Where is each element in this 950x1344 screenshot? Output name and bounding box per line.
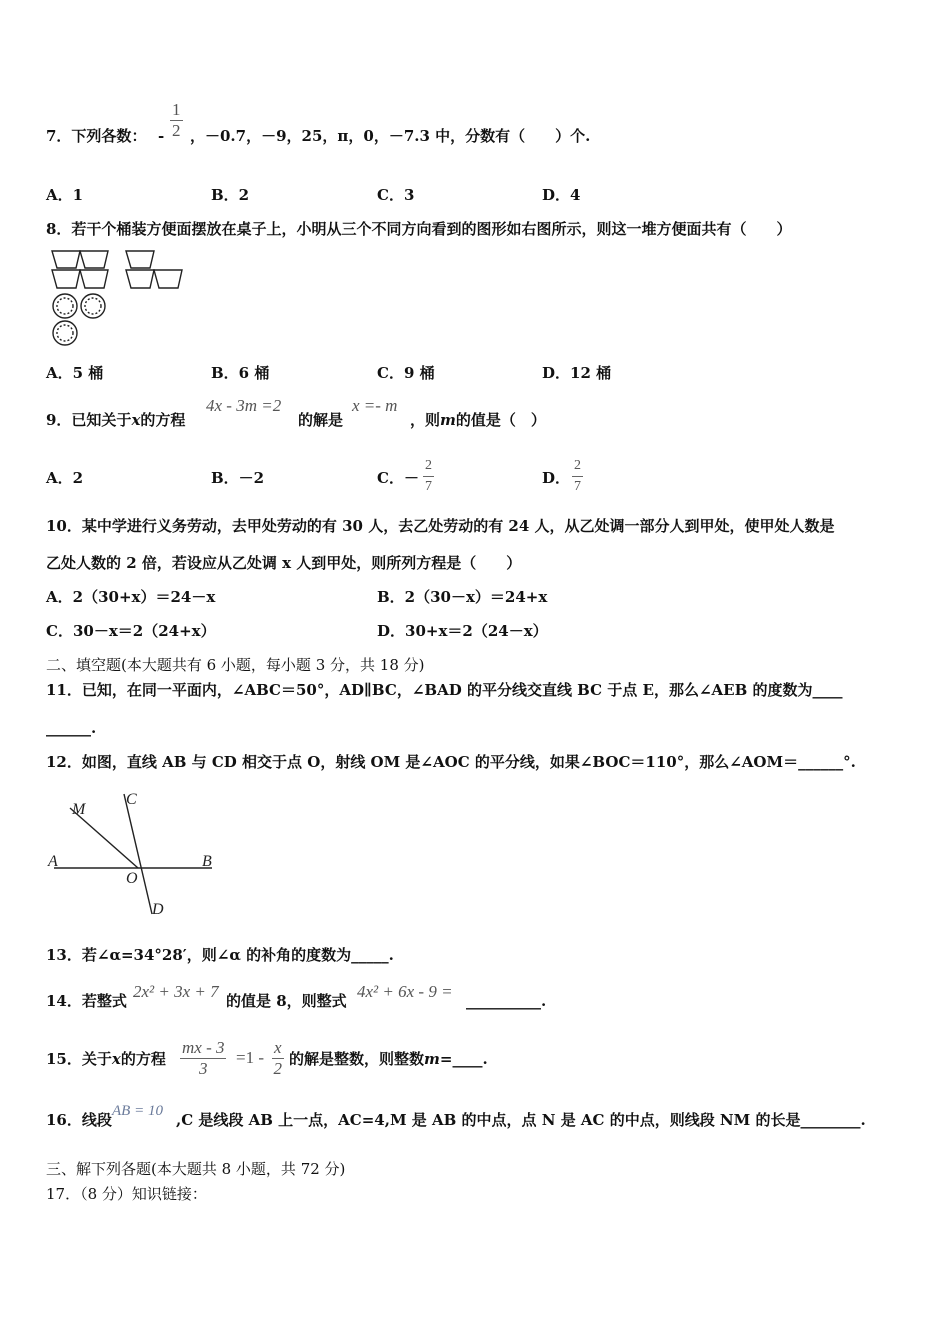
q7-fraction (170, 100, 183, 141)
q10-line1: 10．某中学进行义务劳动，去甲处劳动的有 30 人，去乙处劳动的有 24 人，从乙处调一部分人到甲处，使甲处人数是 (46, 517, 835, 535)
q9-d-den: 7 (574, 479, 581, 494)
q14-mid: 的值是 8，则整式 (226, 992, 347, 1010)
q12-text: 12．如图，直线 AB 与 CD 相交于点 O，射线 OM 是∠AOC 的平分线，如果∠BOC＝110°，那么∠AOM＝______°. (46, 753, 856, 771)
q15-var-x: x (111, 1050, 121, 1068)
q7-frac-den: 2 (172, 121, 181, 140)
q15-f2-den: 2 (273, 1059, 283, 1078)
q9-var-x: x (131, 411, 141, 429)
q9-option-b: B．－2 (211, 469, 265, 487)
q10-option-b: B．2（30－x）＝24+x (377, 588, 548, 606)
line-cd (124, 794, 152, 914)
q15-pre-line (46, 1049, 166, 1069)
q9-mid2: 的解是 (298, 411, 344, 429)
q15-var-m: m (424, 1050, 440, 1068)
q7-option-a: A．1 (46, 186, 84, 204)
q9-option-d: D． (542, 469, 571, 487)
q8-option-d: D．12 桶 (542, 364, 612, 382)
q10-line2: 乙处人数的 2 倍，若设应从乙处调 x 人到甲处，则所列方程是（ ） (46, 554, 522, 572)
q7-minus: - (158, 127, 165, 145)
q11-line2: ______. (46, 719, 97, 737)
q8-option-a: A．5 桶 (46, 364, 104, 382)
q14-expr1: 2x² + 3x + 7 (133, 982, 219, 1001)
q7-option-d: D．4 (542, 186, 581, 204)
q9-tail (410, 410, 546, 430)
q9-equation: 4x - 3m =2 (206, 396, 282, 415)
section-2-heading: 二、填空题(本大题共有 6 小题，每小题 3 分，共 18 分) (46, 656, 425, 674)
q15-post-line (289, 1049, 488, 1069)
q7-frac-num: 1 (172, 100, 181, 119)
q10-option-a: A．2（30+x）＝24－x (46, 588, 216, 606)
q8-option-c: C．9 桶 (377, 364, 435, 382)
q11-line1: 11．已知，在同一平面内，∠ABC＝50°，AD∥BC，∠BAD 的平分线交直线 BC 于点 E，那么∠AEB 的度数为____ (46, 681, 843, 699)
q9-post: 的值是（ ） (455, 411, 546, 429)
q15-f1-num: mx - 3 (182, 1038, 225, 1057)
label-b: B (202, 853, 212, 870)
q15-eq-mid: =1 - (236, 1048, 264, 1067)
q15-post2: =____. (439, 1050, 488, 1068)
q8-top-view (53, 294, 105, 345)
q15-fraction-1 (180, 1038, 226, 1079)
label-a: A (48, 853, 58, 870)
q13-text: 13．若∠α=34°28′，则∠α 的补角的度数为_____. (46, 946, 394, 964)
q15-post1: 的解是整数，则整数 (289, 1050, 425, 1068)
q16-pre: 16．线段 (46, 1111, 112, 1129)
q17-text: 17．（8 分）知识链接： (46, 1185, 207, 1203)
q9-d-num: 2 (572, 456, 583, 477)
q15-f2-num: x (274, 1038, 282, 1057)
q8-front-view (52, 251, 108, 288)
q9-option-c: C．－ (377, 469, 419, 487)
q9-line (46, 410, 185, 430)
q9-mid: 的方程 (140, 411, 186, 429)
q15-f1-den: 3 (198, 1059, 208, 1078)
q15-mid: 的方程 (120, 1050, 166, 1068)
q12-figure (46, 786, 226, 921)
q9-solution: x =- m (352, 396, 398, 415)
q7-option-c: C．3 (377, 186, 415, 204)
q14-post: __________. (466, 992, 547, 1010)
q15-fraction-2 (272, 1038, 284, 1079)
q9-option-d-fraction (572, 456, 583, 497)
q7-option-b: B．2 (211, 186, 250, 204)
label-d: D (152, 901, 164, 918)
q9-c-den: 7 (425, 479, 432, 494)
q8-text: 8．若干个桶装方便面摆放在桌子上，小明从三个不同方向看到的图形如右图所示，则这一堆方便面共有（ ） (46, 220, 792, 238)
label-o: O (126, 870, 138, 887)
section-3-heading: 三、解下列各题(本大题共 8 小题，共 72 分) (46, 1160, 346, 1178)
q14-expr2: 4x² + 6x - 9 = (357, 982, 453, 1001)
q9-pre: 9．已知关于 (46, 411, 132, 429)
q9-option-c-fraction (423, 456, 434, 497)
q9-mid3: ，则 (410, 411, 441, 429)
q16-post: ,C 是线段 AB 上一点，AC=4,M 是 AB 的中点，点 N 是 AC 的中点，则线段 NM 的长是________. (176, 1111, 866, 1129)
q9-var-m: m (440, 411, 456, 429)
q10-option-c: C．30－x＝2（24+x） (46, 622, 216, 640)
label-m: M (72, 801, 86, 818)
label-c: C (126, 791, 137, 808)
q15-pre: 15．关于 (46, 1050, 112, 1068)
q7-line (46, 126, 146, 146)
q7-rest: ，－0.7，－9，25，π，0，－7.3 中，分数有（ ）个. (190, 127, 591, 145)
q8-option-b: B．6 桶 (211, 364, 270, 382)
q9-c-num: 2 (423, 456, 434, 477)
q16-expr: AB = 10 (112, 1103, 163, 1119)
q9-option-a: A．2 (46, 469, 84, 487)
q8-views-figure (50, 248, 190, 350)
q10-option-d: D．30+x＝2（24－x） (377, 622, 548, 640)
q7-number: 7．下列各数： (46, 127, 147, 145)
q8-side-view (126, 251, 182, 288)
q14-pre: 14．若整式 (46, 992, 127, 1010)
